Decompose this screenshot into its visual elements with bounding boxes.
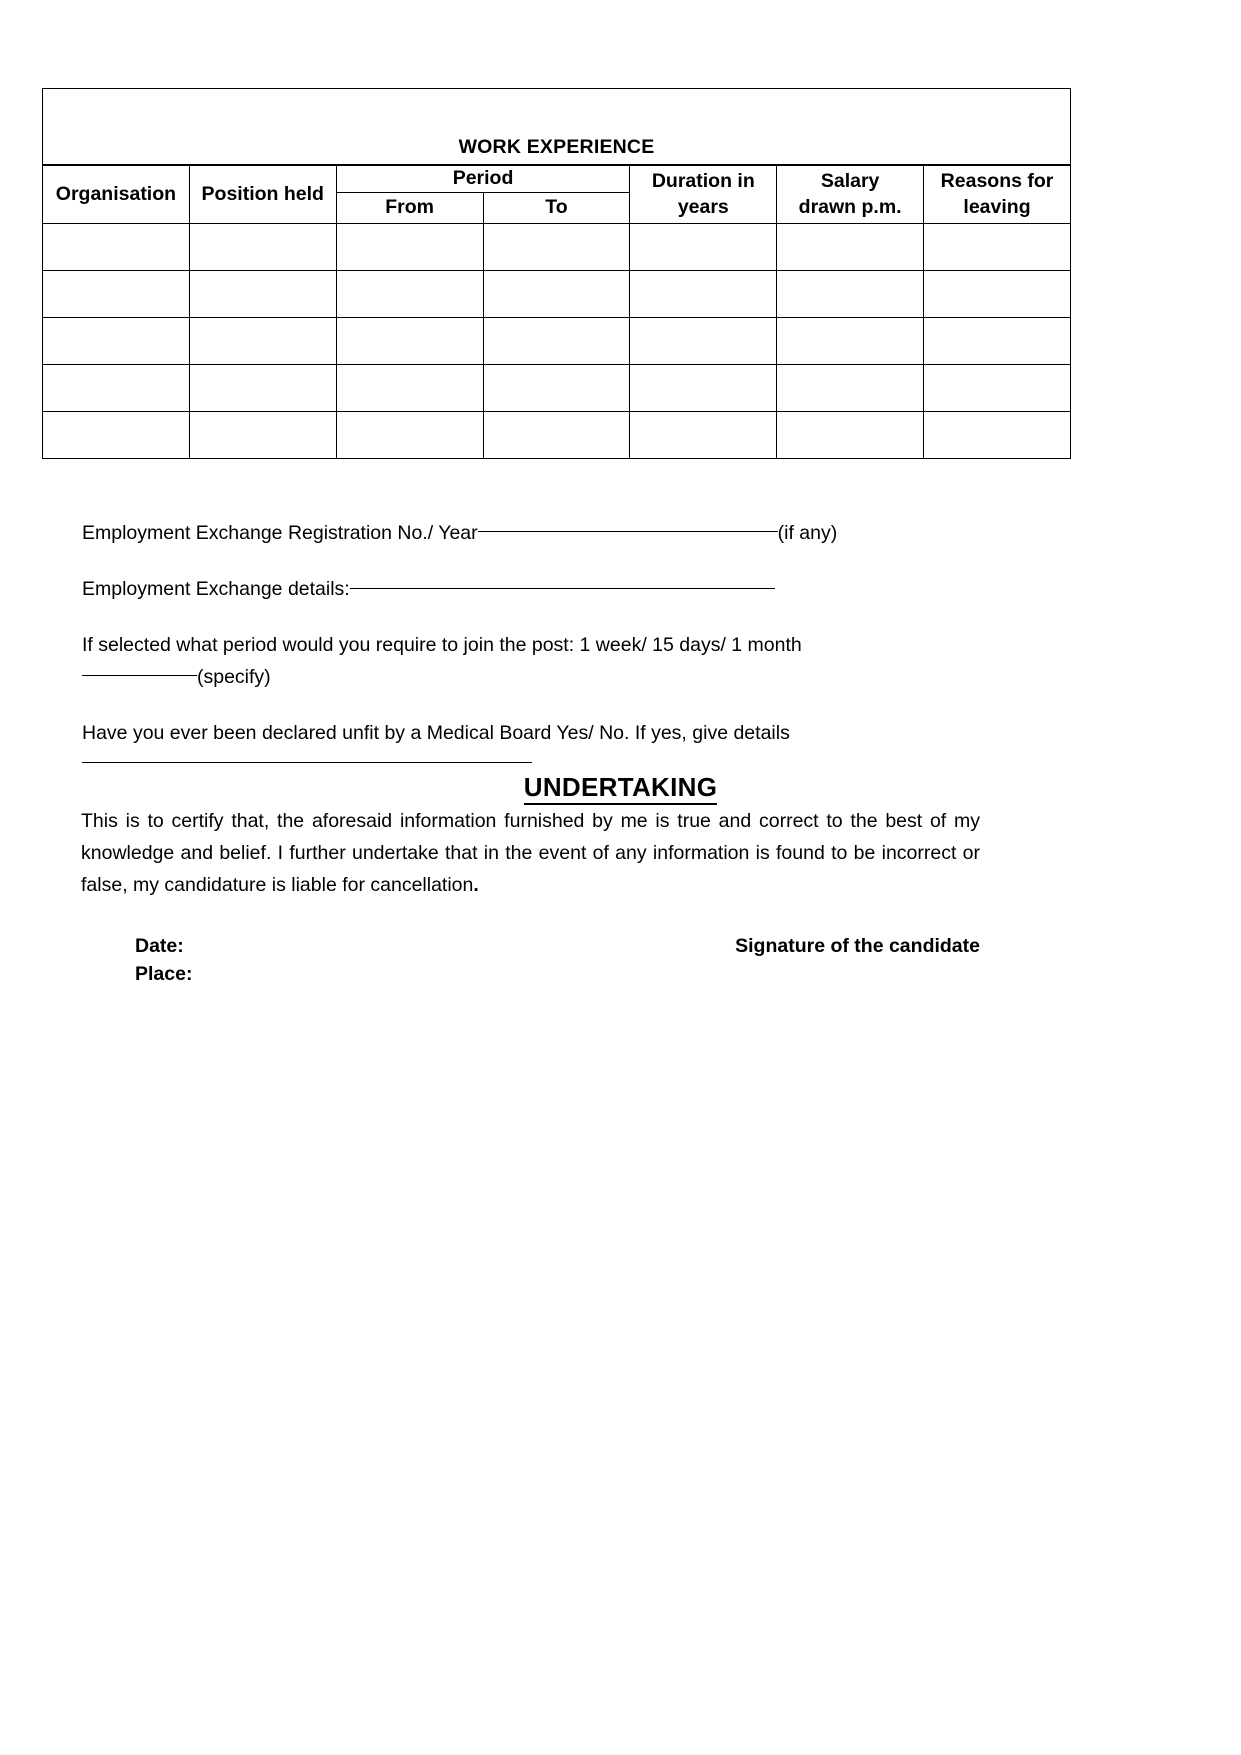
column-header-organisation xyxy=(43,165,190,224)
signature-block xyxy=(135,932,980,989)
date-label: Date: xyxy=(135,935,184,957)
column-header-reasons-line2: leaving xyxy=(963,195,1031,218)
cell-reasons[interactable] xyxy=(924,318,1071,365)
cell-organisation[interactable] xyxy=(43,365,190,412)
table-row[interactable] xyxy=(43,271,1071,318)
signature-of-candidate-label: Signature of the candidate xyxy=(735,935,980,957)
undertaking-heading-label: UNDERTAKING xyxy=(524,772,717,805)
cell-position-held[interactable] xyxy=(189,318,336,365)
signature-of-candidate xyxy=(735,932,980,960)
signature-row xyxy=(135,932,980,989)
column-header-duration xyxy=(630,165,777,224)
cell-period-from[interactable] xyxy=(336,224,483,271)
column-header-period-from xyxy=(336,193,483,224)
column-header-salary xyxy=(777,165,924,224)
medical-board-label: Have you ever been declared unfit by a Medical Board Yes/ No. If yes, give details xyxy=(82,721,790,744)
cell-period-to[interactable] xyxy=(483,271,630,318)
cell-duration[interactable] xyxy=(630,224,777,271)
work-experience-table xyxy=(42,88,1071,459)
cell-duration[interactable] xyxy=(630,318,777,365)
cell-salary[interactable] xyxy=(777,318,924,365)
column-header-reasons-line1: Reasons for xyxy=(940,169,1054,192)
field-employment-exchange-details xyxy=(82,574,1002,605)
cell-duration[interactable] xyxy=(630,365,777,412)
cell-duration[interactable] xyxy=(630,271,777,318)
undertaking-paragraph-period: . xyxy=(473,873,479,896)
date-place-group xyxy=(135,932,192,989)
table-row[interactable] xyxy=(43,365,1071,412)
table-row[interactable] xyxy=(43,412,1071,459)
field-employment-exchange-registration xyxy=(82,518,1002,549)
cell-reasons[interactable] xyxy=(924,224,1071,271)
column-header-organisation-label: Organisation xyxy=(55,182,177,205)
cell-reasons[interactable] xyxy=(924,412,1071,459)
employment-exchange-details-input[interactable] xyxy=(350,588,775,589)
undertaking-paragraph xyxy=(81,806,980,901)
cell-period-from[interactable] xyxy=(336,365,483,412)
cell-organisation[interactable] xyxy=(43,271,190,318)
column-header-period-to-label: To xyxy=(545,196,568,219)
column-header-position-held-label: Position held xyxy=(201,182,324,205)
cell-period-to[interactable] xyxy=(483,318,630,365)
cell-period-to[interactable] xyxy=(483,412,630,459)
table-row[interactable] xyxy=(43,318,1071,365)
cell-period-from[interactable] xyxy=(336,318,483,365)
field-join-period xyxy=(82,630,1002,692)
table-row[interactable] xyxy=(43,224,1071,271)
cell-organisation[interactable] xyxy=(43,224,190,271)
cell-reasons[interactable] xyxy=(924,365,1071,412)
work-experience-title: WORK EXPERIENCE xyxy=(458,136,655,159)
employment-exchange-details-label: Employment Exchange details: xyxy=(82,578,350,601)
cell-salary[interactable] xyxy=(777,365,924,412)
column-header-duration-line2: years xyxy=(677,195,729,218)
column-header-salary-line2: drawn p.m. xyxy=(798,195,902,218)
column-header-duration-line1: Duration in xyxy=(651,169,755,192)
table-title-row xyxy=(43,89,1071,166)
column-header-reasons-for-leaving xyxy=(924,165,1071,224)
work-experience-section xyxy=(42,88,1071,459)
form-fields-section xyxy=(82,518,1002,780)
join-period-input[interactable] xyxy=(82,675,197,676)
cell-position-held[interactable] xyxy=(189,365,336,412)
column-header-period-to xyxy=(483,193,630,224)
cell-organisation[interactable] xyxy=(43,412,190,459)
undertaking-paragraph-text: This is to certify that, the aforesaid information furnished by me is true and correct to the best of my knowledge and belief. I further undertake that in the event of any information is found to be incorrect or false, my candidature is liable for cancellation xyxy=(81,810,980,896)
join-period-label: If selected what period would you require to join the post: 1 week/ 15 days/ 1 month xyxy=(82,634,802,657)
cell-position-held[interactable] xyxy=(189,271,336,318)
column-header-period-from-label: From xyxy=(385,196,434,219)
column-header-salary-line1: Salary xyxy=(820,169,880,192)
cell-period-from[interactable] xyxy=(336,412,483,459)
cell-period-to[interactable] xyxy=(483,365,630,412)
column-header-period xyxy=(336,165,630,193)
cell-duration[interactable] xyxy=(630,412,777,459)
place-label: Place: xyxy=(135,963,193,986)
cell-reasons[interactable] xyxy=(924,271,1071,318)
employment-exchange-registration-input[interactable] xyxy=(478,531,778,532)
cell-salary[interactable] xyxy=(777,412,924,459)
column-header-position-held xyxy=(189,165,336,224)
cell-organisation[interactable] xyxy=(43,318,190,365)
field-medical-board xyxy=(82,718,1002,780)
cell-salary[interactable] xyxy=(777,224,924,271)
medical-board-input[interactable] xyxy=(82,762,532,763)
table-header-row xyxy=(43,165,1071,193)
cell-period-from[interactable] xyxy=(336,271,483,318)
work-experience-title-cell xyxy=(43,89,1071,166)
join-period-suffix: (specify) xyxy=(197,665,271,688)
employment-exchange-registration-suffix: (if any) xyxy=(777,522,838,544)
cell-period-to[interactable] xyxy=(483,224,630,271)
column-header-period-label: Period xyxy=(452,167,514,190)
cell-salary[interactable] xyxy=(777,271,924,318)
undertaking-heading xyxy=(0,772,1241,803)
cell-position-held[interactable] xyxy=(189,412,336,459)
cell-position-held[interactable] xyxy=(189,224,336,271)
employment-exchange-registration-label: Employment Exchange Registration No./ Year xyxy=(82,522,478,544)
